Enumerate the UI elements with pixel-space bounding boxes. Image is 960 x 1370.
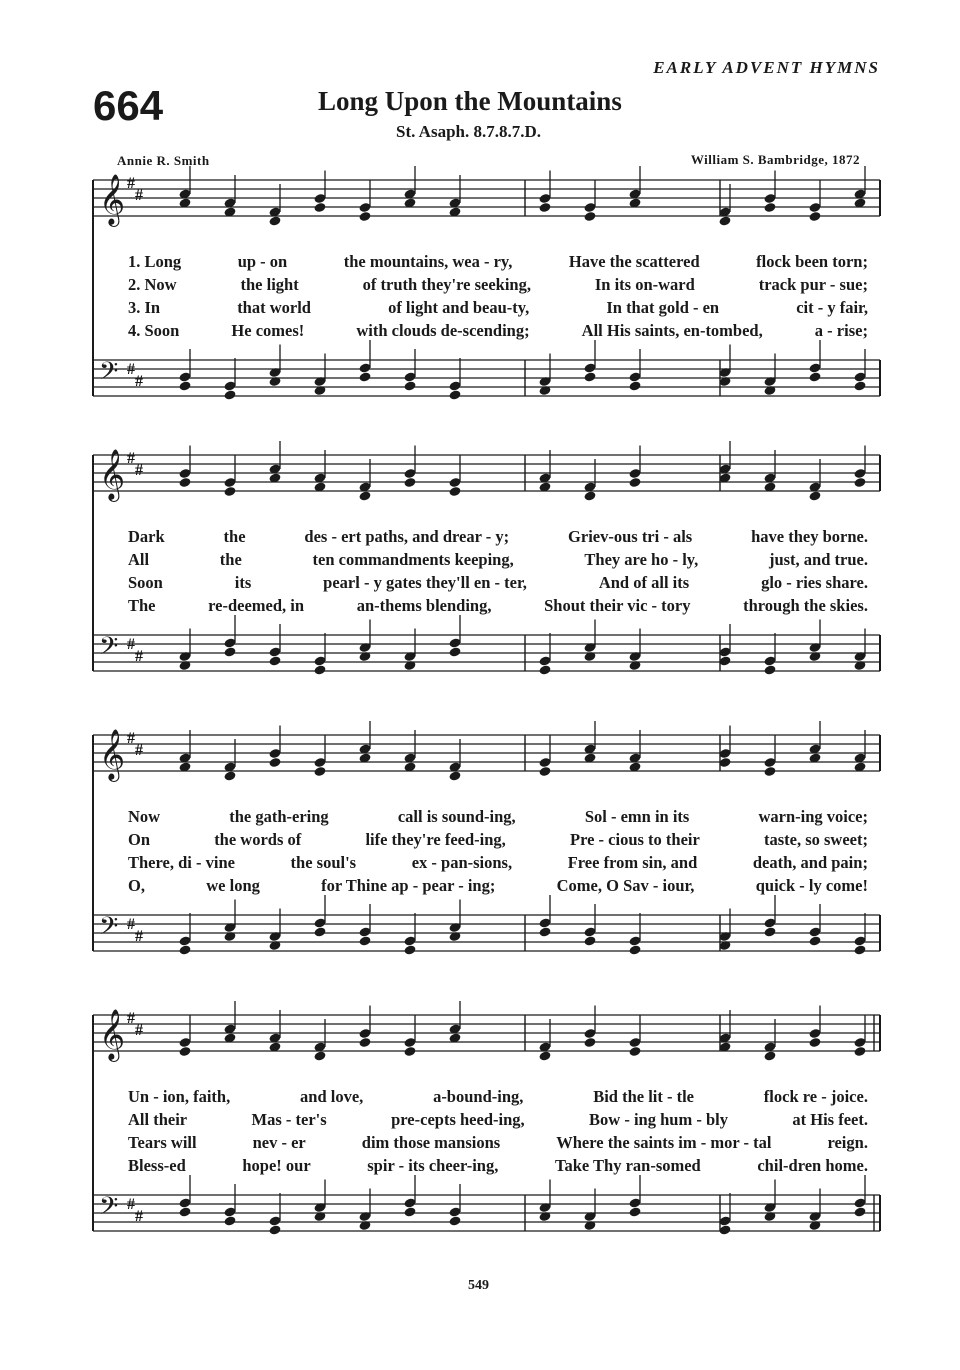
- lyric-line-verse-1: [128, 807, 868, 829]
- bass-notes: [178, 340, 866, 401]
- lyric-fragment: taste, so sweet;: [763, 830, 868, 849]
- lyric-fragment: Shout their vic - tory: [544, 596, 691, 615]
- lyric-line-verse-2: [128, 830, 868, 852]
- treble-staff: [93, 1015, 880, 1051]
- lyric-line-verse-3: [128, 1133, 868, 1155]
- lyric-fragment: its: [234, 573, 252, 592]
- author-credit: Annie R. Smith: [117, 153, 210, 168]
- treble-notes: [178, 441, 866, 502]
- lyric-fragment: des - ert paths, and drear - y;: [304, 527, 510, 546]
- lyric-line-verse-4: [128, 876, 868, 898]
- composer-credit: William S. Bambridge, 1872: [690, 152, 860, 167]
- lyric-fragment: In its on-ward: [594, 275, 695, 294]
- lyric-fragment: hope! our: [242, 1156, 311, 1175]
- lyric-fragment: and love,: [300, 1087, 364, 1106]
- treble-clef-icon: [99, 1009, 143, 1062]
- svg-text:#: #: [127, 636, 135, 653]
- lyric-fragment: 4. Soon: [128, 321, 180, 340]
- svg-text:#: #: [127, 1010, 135, 1027]
- lyric-line-verse-4: [128, 321, 868, 343]
- svg-text:#: #: [127, 1196, 135, 1213]
- bass-notes: [178, 1175, 866, 1236]
- lyric-fragment: glo - ries share.: [761, 573, 868, 592]
- lyric-fragment: quick - ly come!: [755, 876, 868, 895]
- lyric-fragment: just, and true.: [768, 550, 868, 569]
- lyric-fragment: 1. Long: [128, 252, 182, 271]
- svg-text:#: #: [135, 373, 143, 390]
- lyric-fragment: pre-cepts heed-ing,: [391, 1110, 525, 1129]
- lyric-fragment: Mas - ter's: [251, 1110, 327, 1129]
- lyric-fragment: dim those mansions: [361, 1133, 501, 1152]
- lyric-fragment: re-deemed, in: [208, 596, 305, 615]
- lyric-line-verse-3: [128, 298, 868, 320]
- lyric-fragment: the: [219, 550, 242, 569]
- lyric-fragment: death, and pain;: [752, 853, 868, 872]
- svg-text:#: #: [135, 648, 143, 665]
- treble-clef-icon: [99, 174, 143, 227]
- lyric-fragment: Bless-ed: [128, 1156, 186, 1175]
- bass-staff: [93, 635, 880, 671]
- lyric-fragment: Have the scattered: [568, 252, 700, 271]
- lyric-line-verse-4: [128, 596, 868, 618]
- svg-text:#: #: [127, 361, 135, 378]
- lyric-fragment: spir - its cheer-ing,: [367, 1156, 499, 1175]
- lyric-fragment: All His saints, en-tombed,: [581, 321, 763, 340]
- lyric-fragment: 3. In: [128, 298, 161, 317]
- bass-notes: [178, 895, 866, 956]
- lyric-fragment: a - rise;: [814, 321, 868, 340]
- svg-text:𝄢: 𝄢: [99, 912, 119, 947]
- svg-text:#: #: [135, 1208, 143, 1225]
- svg-text:#: #: [135, 462, 143, 479]
- lyric-fragment: 2. Now: [128, 275, 177, 294]
- lyric-fragment: an-thems blending,: [356, 596, 492, 615]
- lyric-fragment: flock been torn;: [756, 252, 868, 271]
- lyric-line-verse-2: [128, 1110, 868, 1132]
- lyric-fragment: pearl - y gates they'll en - ter,: [323, 573, 527, 592]
- lyric-fragment: ten commandments keeping,: [312, 550, 514, 569]
- svg-text:𝄢: 𝄢: [99, 1192, 119, 1227]
- lyric-fragment: ex - pan-sions,: [411, 853, 513, 872]
- lyric-fragment: a-bound-ing,: [433, 1087, 524, 1106]
- lyric-fragment: the: [223, 527, 246, 546]
- lyric-fragment: There, di - vine: [128, 853, 235, 872]
- svg-text:#: #: [127, 175, 135, 192]
- lyric-line-verse-4: [128, 1156, 868, 1178]
- lyric-fragment: Bid the lit - tle: [593, 1087, 695, 1106]
- lyric-fragment: reign.: [827, 1133, 868, 1152]
- lyric-fragment: All: [128, 550, 150, 569]
- svg-text:𝄞: 𝄞: [99, 1009, 126, 1060]
- lyric-fragment: Soon: [128, 573, 163, 592]
- lyric-fragment: that world: [237, 298, 311, 317]
- lyric-fragment: Come, O Sav - iour,: [556, 876, 695, 895]
- lyric-fragment: have they borne.: [751, 527, 868, 546]
- lyric-fragment: warn-ing voice;: [758, 807, 868, 826]
- lyric-fragment: Un - ion, faith,: [128, 1087, 231, 1106]
- lyric-line-verse-1: [128, 527, 868, 549]
- lyric-fragment: Bow - ing hum - bly: [589, 1110, 728, 1129]
- lyric-fragment: up - on: [237, 252, 288, 271]
- svg-text:#: #: [135, 1022, 143, 1039]
- hymn-number: 664: [93, 82, 164, 129]
- lyric-fragment: Where the saints im - mor - tal: [556, 1133, 772, 1152]
- lyric-fragment: He comes!: [231, 321, 305, 340]
- treble-staff: [93, 455, 880, 491]
- treble-staff: [93, 180, 880, 216]
- treble-notes: [178, 721, 866, 782]
- lyric-fragment: through the skies.: [743, 596, 868, 615]
- lyric-fragment: of truth they're seeking,: [362, 275, 531, 294]
- lyric-fragment: Free from sin, and: [567, 853, 698, 872]
- page-number: 549: [468, 1278, 489, 1293]
- lyric-fragment: On: [128, 830, 151, 849]
- lyric-fragment: They are ho - ly,: [584, 550, 699, 569]
- lyric-fragment: call is sound-ing,: [397, 807, 516, 826]
- lyric-fragment: life they're feed-ing,: [365, 830, 506, 849]
- svg-text:𝄞: 𝄞: [99, 729, 126, 780]
- svg-text:#: #: [135, 187, 143, 204]
- lyric-fragment: Tears will: [128, 1133, 197, 1152]
- bass-notes: [178, 615, 866, 676]
- lyric-fragment: And of all its: [598, 573, 690, 592]
- lyric-fragment: the mountains, wea - ry,: [343, 252, 513, 271]
- svg-text:#: #: [127, 450, 135, 467]
- bass-staff: [93, 1195, 880, 1231]
- lyric-fragment: Sol - emn in its: [584, 807, 690, 826]
- svg-text:𝄢: 𝄢: [99, 632, 119, 667]
- lyric-line-verse-1: [128, 252, 868, 274]
- lyric-fragment: Now: [128, 807, 161, 826]
- lyric-fragment: Pre - cious to their: [569, 830, 700, 849]
- svg-text:#: #: [135, 742, 143, 759]
- treble-notes: [178, 1001, 866, 1062]
- lyric-fragment: track pur - sue;: [758, 275, 868, 294]
- treble-clef-icon: [99, 729, 143, 782]
- treble-notes: [178, 166, 866, 227]
- svg-text:𝄞: 𝄞: [99, 449, 126, 500]
- lyric-fragment: cit - y fair,: [796, 298, 868, 317]
- lyric-line-verse-3: [128, 853, 868, 875]
- svg-text:#: #: [127, 916, 135, 933]
- hymn-title: Long Upon the Mountains: [318, 86, 622, 116]
- lyric-line-verse-1: [128, 1087, 868, 1109]
- lyric-fragment: Take Thy ran-somed: [554, 1156, 701, 1175]
- lyric-line-verse-2: [128, 275, 868, 297]
- lyric-fragment: the gath-ering: [229, 807, 329, 826]
- lyric-fragment: nev - er: [252, 1133, 306, 1152]
- lyric-line-verse-3: [128, 573, 868, 595]
- lyric-fragment: O,: [128, 876, 145, 895]
- bass-staff: [93, 915, 880, 951]
- lyric-fragment: All their: [128, 1110, 188, 1129]
- svg-text:𝄢: 𝄢: [99, 357, 119, 392]
- lyric-fragment: The: [128, 596, 156, 615]
- lyric-fragment: at His feet.: [792, 1110, 868, 1129]
- lyric-fragment: we long: [206, 876, 260, 895]
- bass-staff: [93, 360, 880, 396]
- lyric-fragment: flock re - joice.: [763, 1087, 868, 1106]
- tune-info: St. Asaph. 8.7.8.7.D.: [396, 122, 542, 141]
- lyric-fragment: Griev-ous tri - als: [568, 527, 693, 546]
- lyric-fragment: chil-dren home.: [757, 1156, 868, 1175]
- section-title: EARLY ADVENT HYMNS: [653, 58, 880, 77]
- treble-staff: [93, 735, 880, 771]
- lyric-fragment: In that gold - en: [606, 298, 720, 317]
- lyric-fragment: the words of: [214, 830, 302, 849]
- lyric-fragment: the soul's: [290, 853, 357, 872]
- lyric-line-verse-2: [128, 550, 868, 572]
- svg-text:𝄞: 𝄞: [99, 174, 126, 225]
- lyric-fragment: for Thine ap - pear - ing;: [321, 876, 496, 895]
- lyric-fragment: Dark: [128, 527, 165, 546]
- lyric-fragment: with clouds de-scending;: [356, 321, 530, 340]
- treble-clef-icon: [99, 449, 143, 502]
- lyric-fragment: the light: [240, 275, 299, 294]
- svg-text:#: #: [127, 730, 135, 747]
- lyric-fragment: of light and beau-ty,: [388, 298, 530, 317]
- svg-text:#: #: [135, 928, 143, 945]
